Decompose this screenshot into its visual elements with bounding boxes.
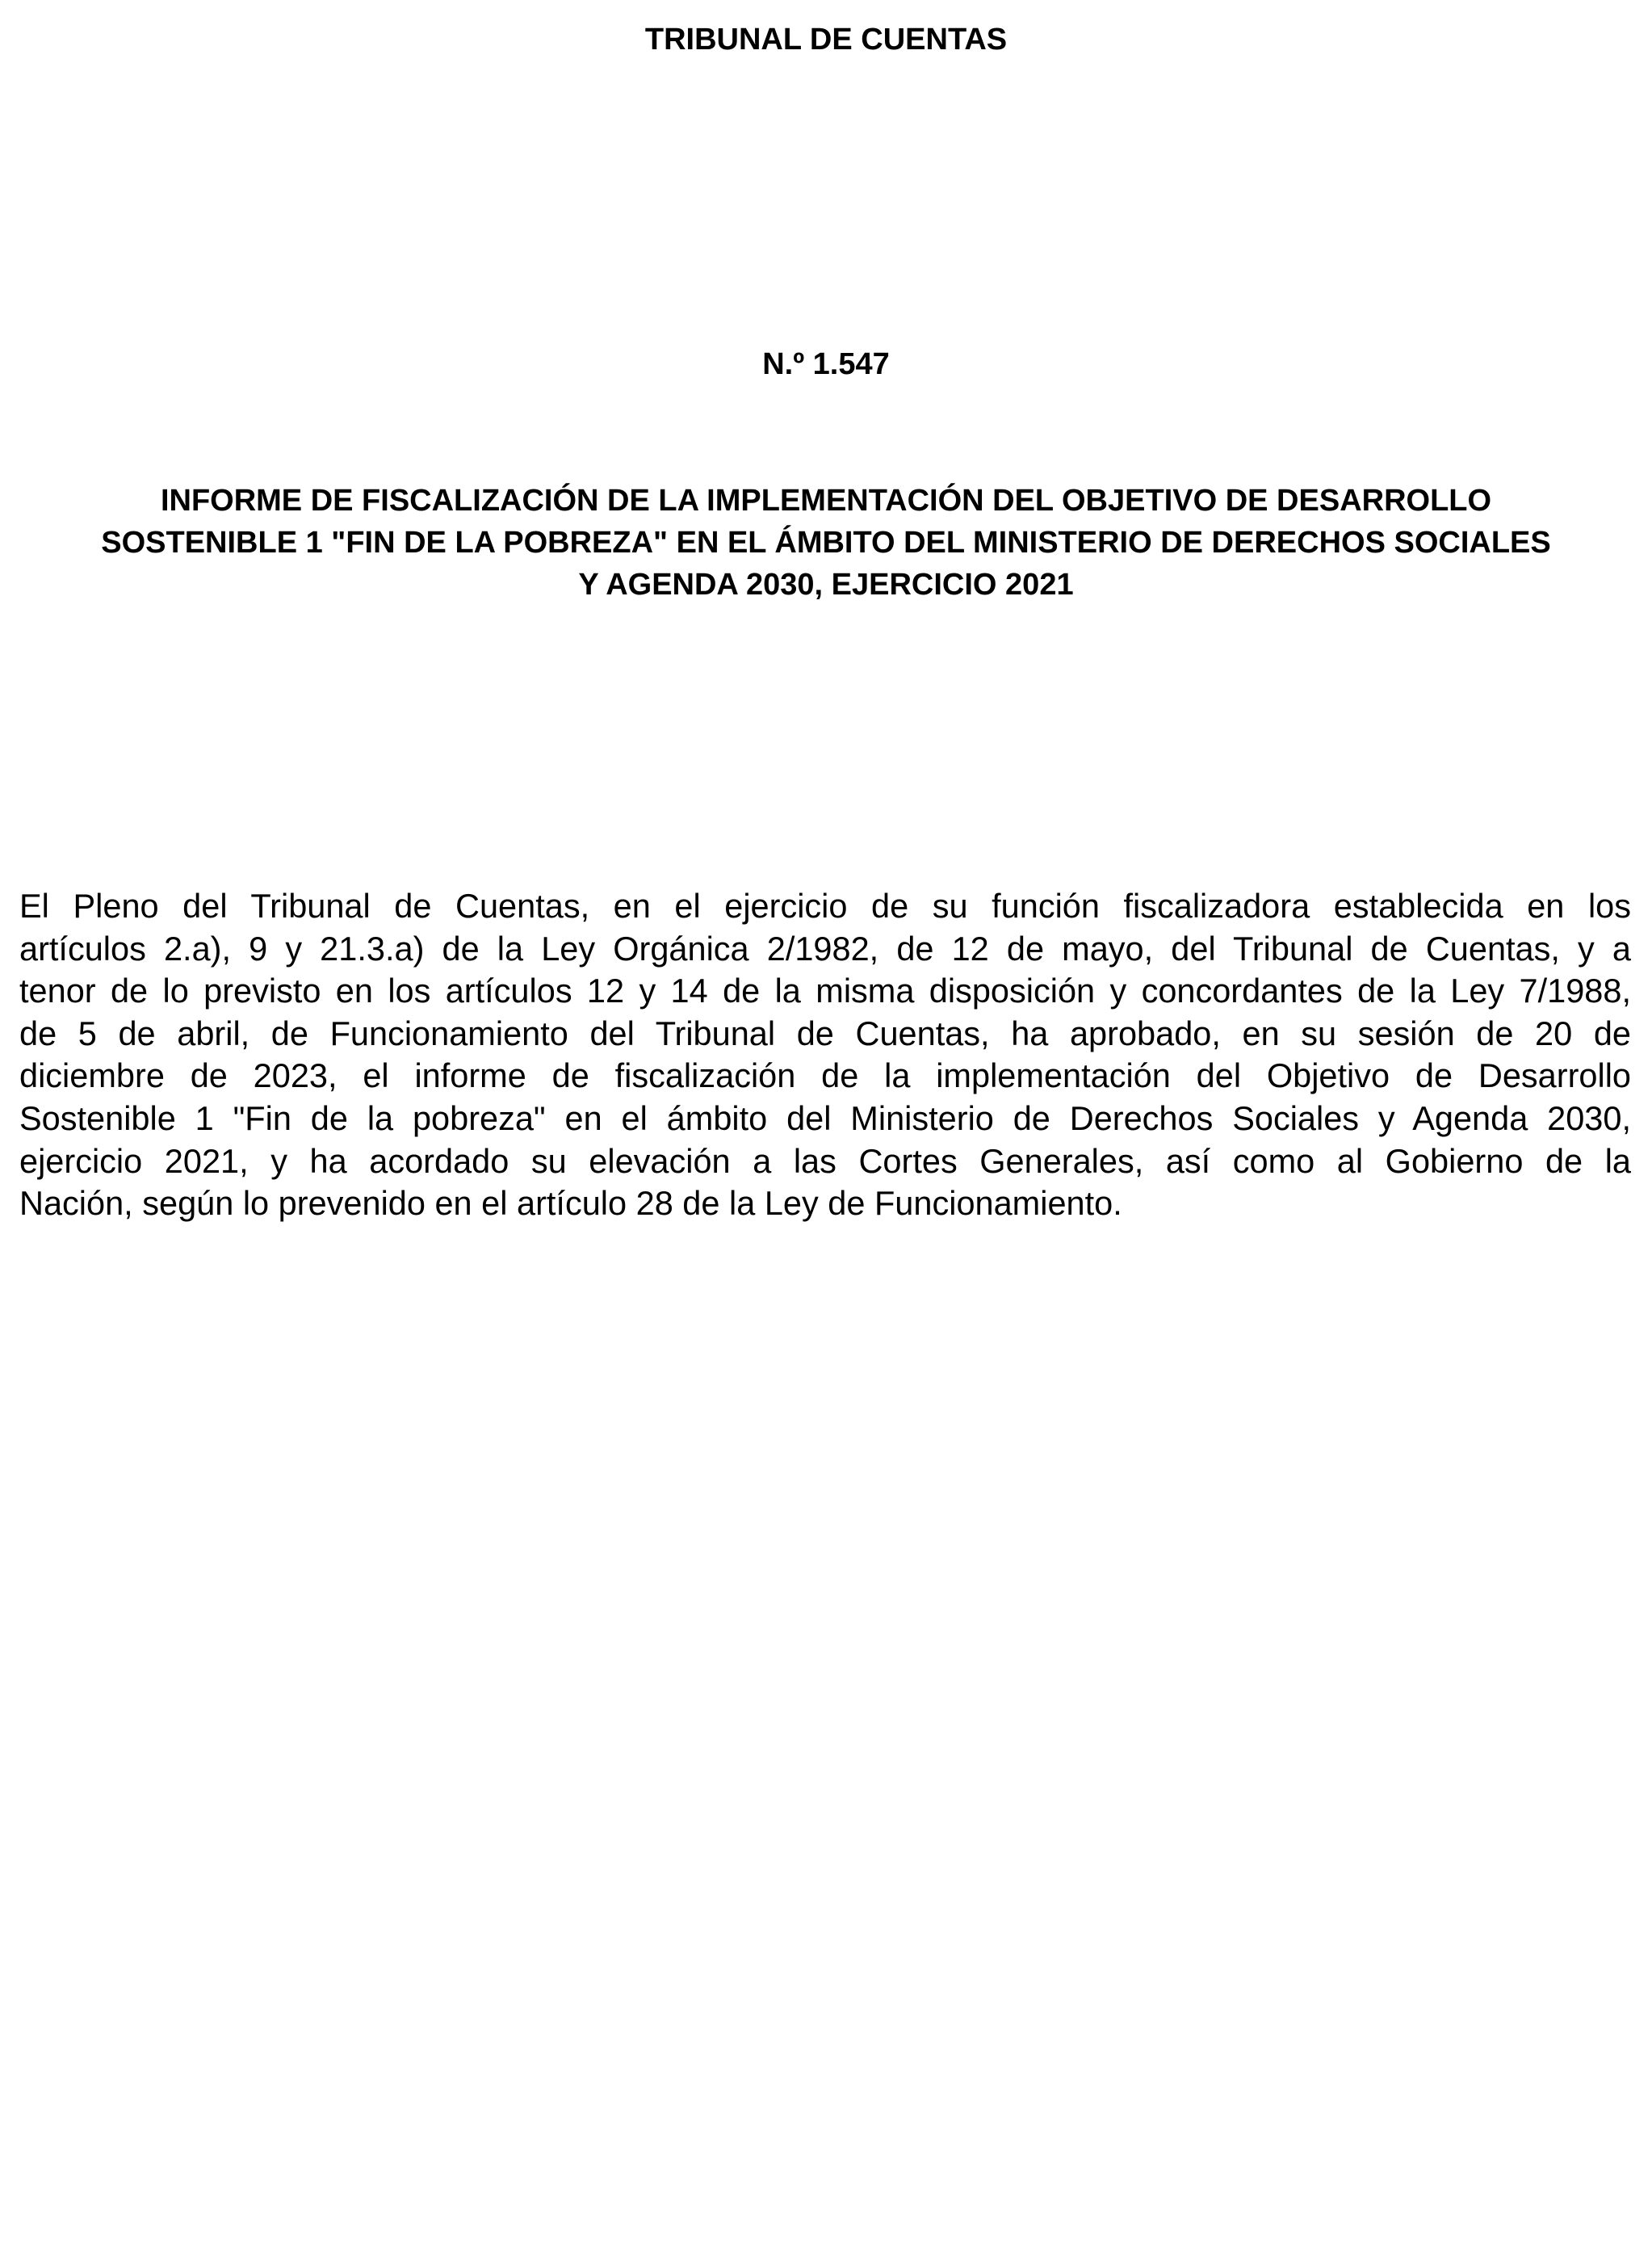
body-paragraph	[19, 885, 1631, 1225]
report-title-line: SOSTENIBLE 1 "FIN DE LA POBREZA" EN EL ÁMBITO DEL MINISTERIO DE DERECHOS SOCIALES	[101, 526, 1551, 560]
body-line: Nación, según lo prevenido en el artículo 28 de la Ley de Funcionamiento.	[19, 1184, 1122, 1223]
body-line: Sostenible 1 "Fin de la pobreza" en el ámbito del Ministerio de Derechos Sociales y Agenda 2030,	[19, 1098, 1631, 1137]
institution-header: TRIBUNAL DE CUENTAS	[644, 23, 1008, 57]
body-line: El Pleno del Tribunal de Cuentas, en el ejercicio de su función fiscalizadora establecida en los	[19, 887, 1631, 925]
report-title-line: Y AGENDA 2030, EJERCICIO 2021	[578, 568, 1074, 602]
body-line: artículos 2.a), 9 y 21.3.a) de la Ley Orgánica 2/1982, de 12 de mayo, del Tribunal de Cuentas, y a	[19, 929, 1631, 968]
body-line: diciembre de 2023, el informe de fiscalización de la implementación del Objetivo de Desarrollo	[19, 1056, 1631, 1095]
report-title-line: INFORME DE FISCALIZACIÓN DE LA IMPLEMENTACIÓN DEL OBJETIVO DE DESARROLLO	[160, 484, 1492, 518]
report-title	[16, 480, 1636, 606]
body-line: tenor de lo previsto en los artículos 12 y 14 de la misma disposición y concordantes de la Ley 7/1988,	[19, 972, 1631, 1010]
report-number: N.º 1.547	[762, 347, 890, 381]
body-line: de 5 de abril, de Funcionamiento del Tribunal de Cuentas, ha aprobado, en su sesión de 20 de	[19, 1014, 1631, 1052]
body-line: ejercicio 2021, y ha acordado su elevación a las Cortes Generales, así como al Gobierno de la	[19, 1141, 1631, 1180]
